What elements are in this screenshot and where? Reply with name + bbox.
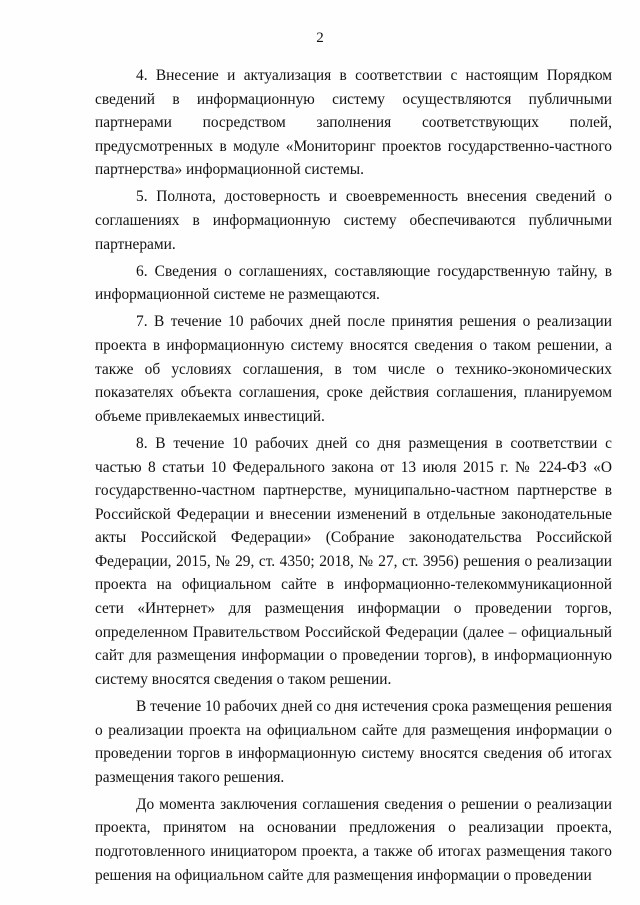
paragraph-8-continued: В течение 10 рабочих дней со дня истечения срока размещения решения о реализации проекта на официальном сайте для размещения информации о проведении торгов в информационную систему вносятся сведения об итогах размещения такого решения. bbox=[95, 697, 612, 786]
paragraph-8: 8. В течение 10 рабочих дней со дня размещения в соответствии с частью 8 статьи 10 Федерального закона от 13 июля 2015 г. № 224-ФЗ «О государственно-частном партнерстве, муниципально-частном партнерстве в Российской Федерации и внесении изменений в отдельные законодательные акты Российской Федерации» (Собрание законодательства Российской Федерации, 2015, № 29, ст. 4350; 2018, № 27, ст. 3956) решения о реализации проекта на официальном сайте в информационно-телекоммуникационной сети «Интернет» для размещения информации о проведении торгов, определенном Правительством Российской Федерации (далее – официальный сайт для размещения информации о проведении торгов), в информационную систему вносятся сведения о таком решении. bbox=[95, 434, 612, 688]
paragraph-5: 5. Полнота, достоверность и своевременность внесения сведений о соглашениях в информационную систему обеспечиваются публичными партнерами. bbox=[95, 188, 612, 253]
paragraph-6: 6. Сведения о соглашениях, составляющие государственную тайну, в информационной системе не размещаются. bbox=[95, 262, 612, 304]
page-number: 2 bbox=[316, 30, 324, 46]
paragraph-7: 7. В течение 10 рабочих дней после принятия решения о реализации проекта в информационную систему вносятся сведения о таком решении, а также об условиях соглашения, в том числе о технико-экономических показателях объекта соглашения, сроке действия соглашения, планируемом объеме привлекаемых инвестиций. bbox=[95, 313, 612, 425]
paragraph-8-final: До момента заключения соглашения сведения о решении о реализации проекта, принятом на основании предложения о реализации проекта, подготовленного инициатором проекта, а также об итогах размещения такого решения на официальном сайте для размещения информации о проведении bbox=[95, 795, 612, 884]
document-body bbox=[95, 64, 612, 891]
paragraph-4: 4. Внесение и актуализация в соответствии с настоящим Порядком сведений в информационную систему осуществляются публичными партнерами посредством заполнения соответствующих полей, предусмотренных в модуле «Мониторинг проектов государственно-частного партнерства» информационной системы. bbox=[95, 67, 612, 179]
